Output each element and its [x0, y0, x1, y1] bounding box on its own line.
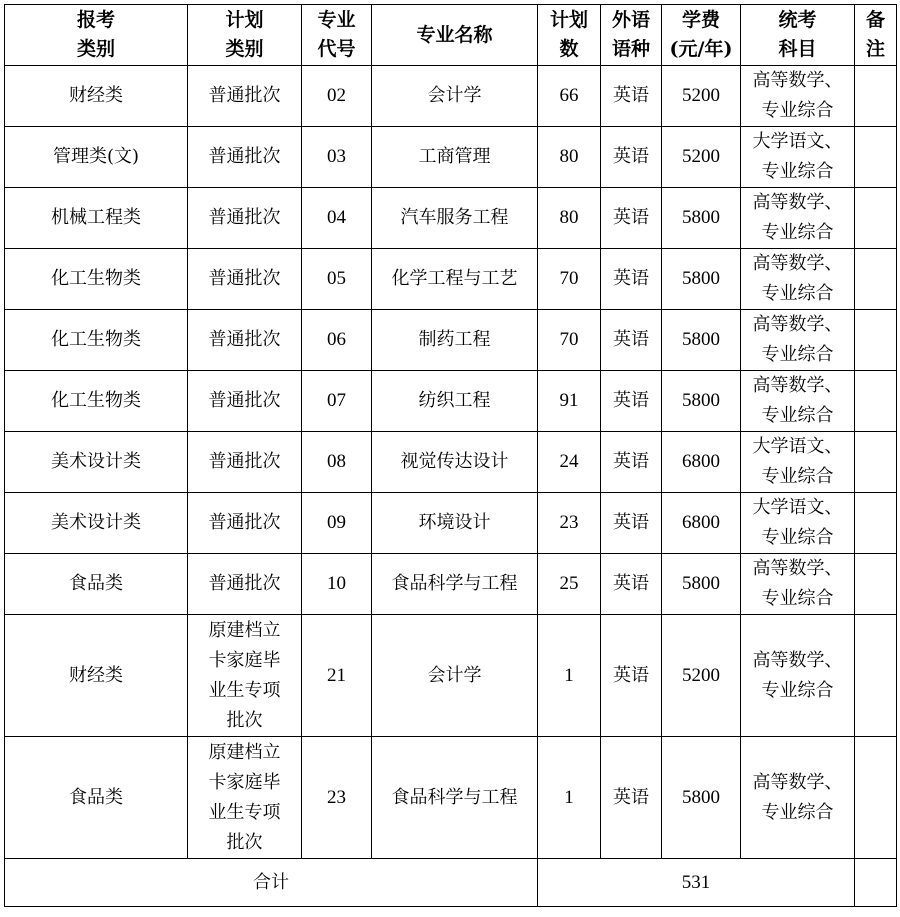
cell-tuition: 5800: [662, 554, 741, 615]
cell-plan-type: 普通批次: [188, 432, 302, 493]
cell-major: 视觉传达设计: [372, 432, 538, 493]
cell-major: 纺织工程: [372, 371, 538, 432]
cell-remark: [855, 615, 897, 737]
cell-remark: [855, 554, 897, 615]
cell-language: 英语: [601, 66, 662, 127]
table-row: [5, 371, 897, 432]
cell-category: 美术设计类: [5, 493, 188, 554]
cell-code: 04: [302, 188, 372, 249]
cell-exam: 高等数学、 专业综合: [741, 66, 855, 127]
cell-remark: [855, 310, 897, 371]
cell-code: 21: [302, 615, 372, 737]
table-row: [5, 127, 897, 188]
header-plan-type: 计划 类别: [188, 5, 302, 66]
cell-exam: 高等数学、 专业综合: [741, 249, 855, 310]
header-remark: 备 注: [855, 5, 897, 66]
cell-quota: 24: [538, 432, 601, 493]
cell-language: 英语: [601, 249, 662, 310]
cell-code: 06: [302, 310, 372, 371]
cell-major: 会计学: [372, 615, 538, 737]
cell-exam: 高等数学、 专业综合: [741, 188, 855, 249]
cell-exam: 高等数学、 专业综合: [741, 615, 855, 737]
cell-code: 02: [302, 66, 372, 127]
cell-remark: [855, 127, 897, 188]
cell-language: 英语: [601, 188, 662, 249]
cell-plan-type: 普通批次: [188, 188, 302, 249]
table-row: [5, 432, 897, 493]
table-row: [5, 493, 897, 554]
header-major: 专业名称: [372, 5, 538, 66]
enrollment-plan-table: [4, 4, 897, 907]
header-language: 外语 语种: [601, 5, 662, 66]
cell-category: 财经类: [5, 66, 188, 127]
total-row: [5, 859, 897, 907]
cell-language: 英语: [601, 127, 662, 188]
cell-quota: 80: [538, 127, 601, 188]
cell-major: 会计学: [372, 66, 538, 127]
cell-remark: [855, 737, 897, 859]
cell-plan-type: 原建档立 卡家庭毕 业生专项 批次: [188, 737, 302, 859]
cell-category: 管理类(文): [5, 127, 188, 188]
cell-category: 机械工程类: [5, 188, 188, 249]
cell-code: 10: [302, 554, 372, 615]
cell-quota: 80: [538, 188, 601, 249]
cell-language: 英语: [601, 737, 662, 859]
cell-code: 07: [302, 371, 372, 432]
cell-exam: 高等数学、 专业综合: [741, 310, 855, 371]
cell-quota: 1: [538, 737, 601, 859]
cell-language: 英语: [601, 371, 662, 432]
header-row: [5, 5, 897, 66]
cell-code: 08: [302, 432, 372, 493]
table-row: [5, 615, 897, 737]
cell-quota: 1: [538, 615, 601, 737]
cell-tuition: 5200: [662, 127, 741, 188]
cell-major: 制药工程: [372, 310, 538, 371]
cell-remark: [855, 188, 897, 249]
total-value: 531: [538, 859, 855, 907]
cell-language: 英语: [601, 554, 662, 615]
cell-tuition: 6800: [662, 493, 741, 554]
cell-plan-type: 普通批次: [188, 310, 302, 371]
cell-remark: [855, 371, 897, 432]
cell-plan-type: 原建档立 卡家庭毕 业生专项 批次: [188, 615, 302, 737]
cell-language: 英语: [601, 493, 662, 554]
cell-exam: 高等数学、 专业综合: [741, 554, 855, 615]
cell-code: 23: [302, 737, 372, 859]
header-quota: 计划 数: [538, 5, 601, 66]
cell-category: 食品类: [5, 554, 188, 615]
cell-plan-type: 普通批次: [188, 493, 302, 554]
cell-quota: 70: [538, 249, 601, 310]
cell-category: 财经类: [5, 615, 188, 737]
cell-tuition: 5200: [662, 615, 741, 737]
cell-tuition: 5200: [662, 66, 741, 127]
cell-tuition: 5800: [662, 310, 741, 371]
cell-code: 03: [302, 127, 372, 188]
cell-tuition: 5800: [662, 188, 741, 249]
cell-language: 英语: [601, 615, 662, 737]
cell-exam: 大学语文、 专业综合: [741, 127, 855, 188]
cell-remark: [855, 493, 897, 554]
cell-tuition: 5800: [662, 371, 741, 432]
cell-exam: 高等数学、 专业综合: [741, 371, 855, 432]
cell-remark: [855, 432, 897, 493]
table-row: [5, 310, 897, 371]
cell-quota: 91: [538, 371, 601, 432]
cell-code: 05: [302, 249, 372, 310]
cell-plan-type: 普通批次: [188, 66, 302, 127]
cell-plan-type: 普通批次: [188, 371, 302, 432]
cell-remark: [855, 66, 897, 127]
cell-code: 09: [302, 493, 372, 554]
cell-tuition: 5800: [662, 249, 741, 310]
cell-major: 化学工程与工艺: [372, 249, 538, 310]
cell-language: 英语: [601, 432, 662, 493]
cell-quota: 70: [538, 310, 601, 371]
cell-category: 美术设计类: [5, 432, 188, 493]
header-code: 专业 代号: [302, 5, 372, 66]
cell-category: 化工生物类: [5, 310, 188, 371]
table-row: [5, 737, 897, 859]
cell-major: 食品科学与工程: [372, 554, 538, 615]
cell-major: 工商管理: [372, 127, 538, 188]
cell-exam: 大学语文、 专业综合: [741, 493, 855, 554]
cell-category: 化工生物类: [5, 249, 188, 310]
header-category: 报考 类别: [5, 5, 188, 66]
table-row: [5, 249, 897, 310]
cell-tuition: 5800: [662, 737, 741, 859]
table-row: [5, 66, 897, 127]
cell-major: 食品科学与工程: [372, 737, 538, 859]
cell-category: 食品类: [5, 737, 188, 859]
total-label: 合计: [5, 859, 538, 907]
cell-major: 汽车服务工程: [372, 188, 538, 249]
cell-category: 化工生物类: [5, 371, 188, 432]
cell-exam: 大学语文、 专业综合: [741, 432, 855, 493]
cell-language: 英语: [601, 310, 662, 371]
cell-quota: 23: [538, 493, 601, 554]
cell-plan-type: 普通批次: [188, 554, 302, 615]
table-row: [5, 188, 897, 249]
cell-plan-type: 普通批次: [188, 249, 302, 310]
table-row: [5, 554, 897, 615]
cell-plan-type: 普通批次: [188, 127, 302, 188]
cell-exam: 高等数学、 专业综合: [741, 737, 855, 859]
header-exam: 统考 科目: [741, 5, 855, 66]
total-remark: [855, 859, 897, 907]
cell-quota: 66: [538, 66, 601, 127]
cell-tuition: 6800: [662, 432, 741, 493]
cell-quota: 25: [538, 554, 601, 615]
cell-major: 环境设计: [372, 493, 538, 554]
cell-remark: [855, 249, 897, 310]
header-tuition: 学费 (元/年): [662, 5, 741, 66]
